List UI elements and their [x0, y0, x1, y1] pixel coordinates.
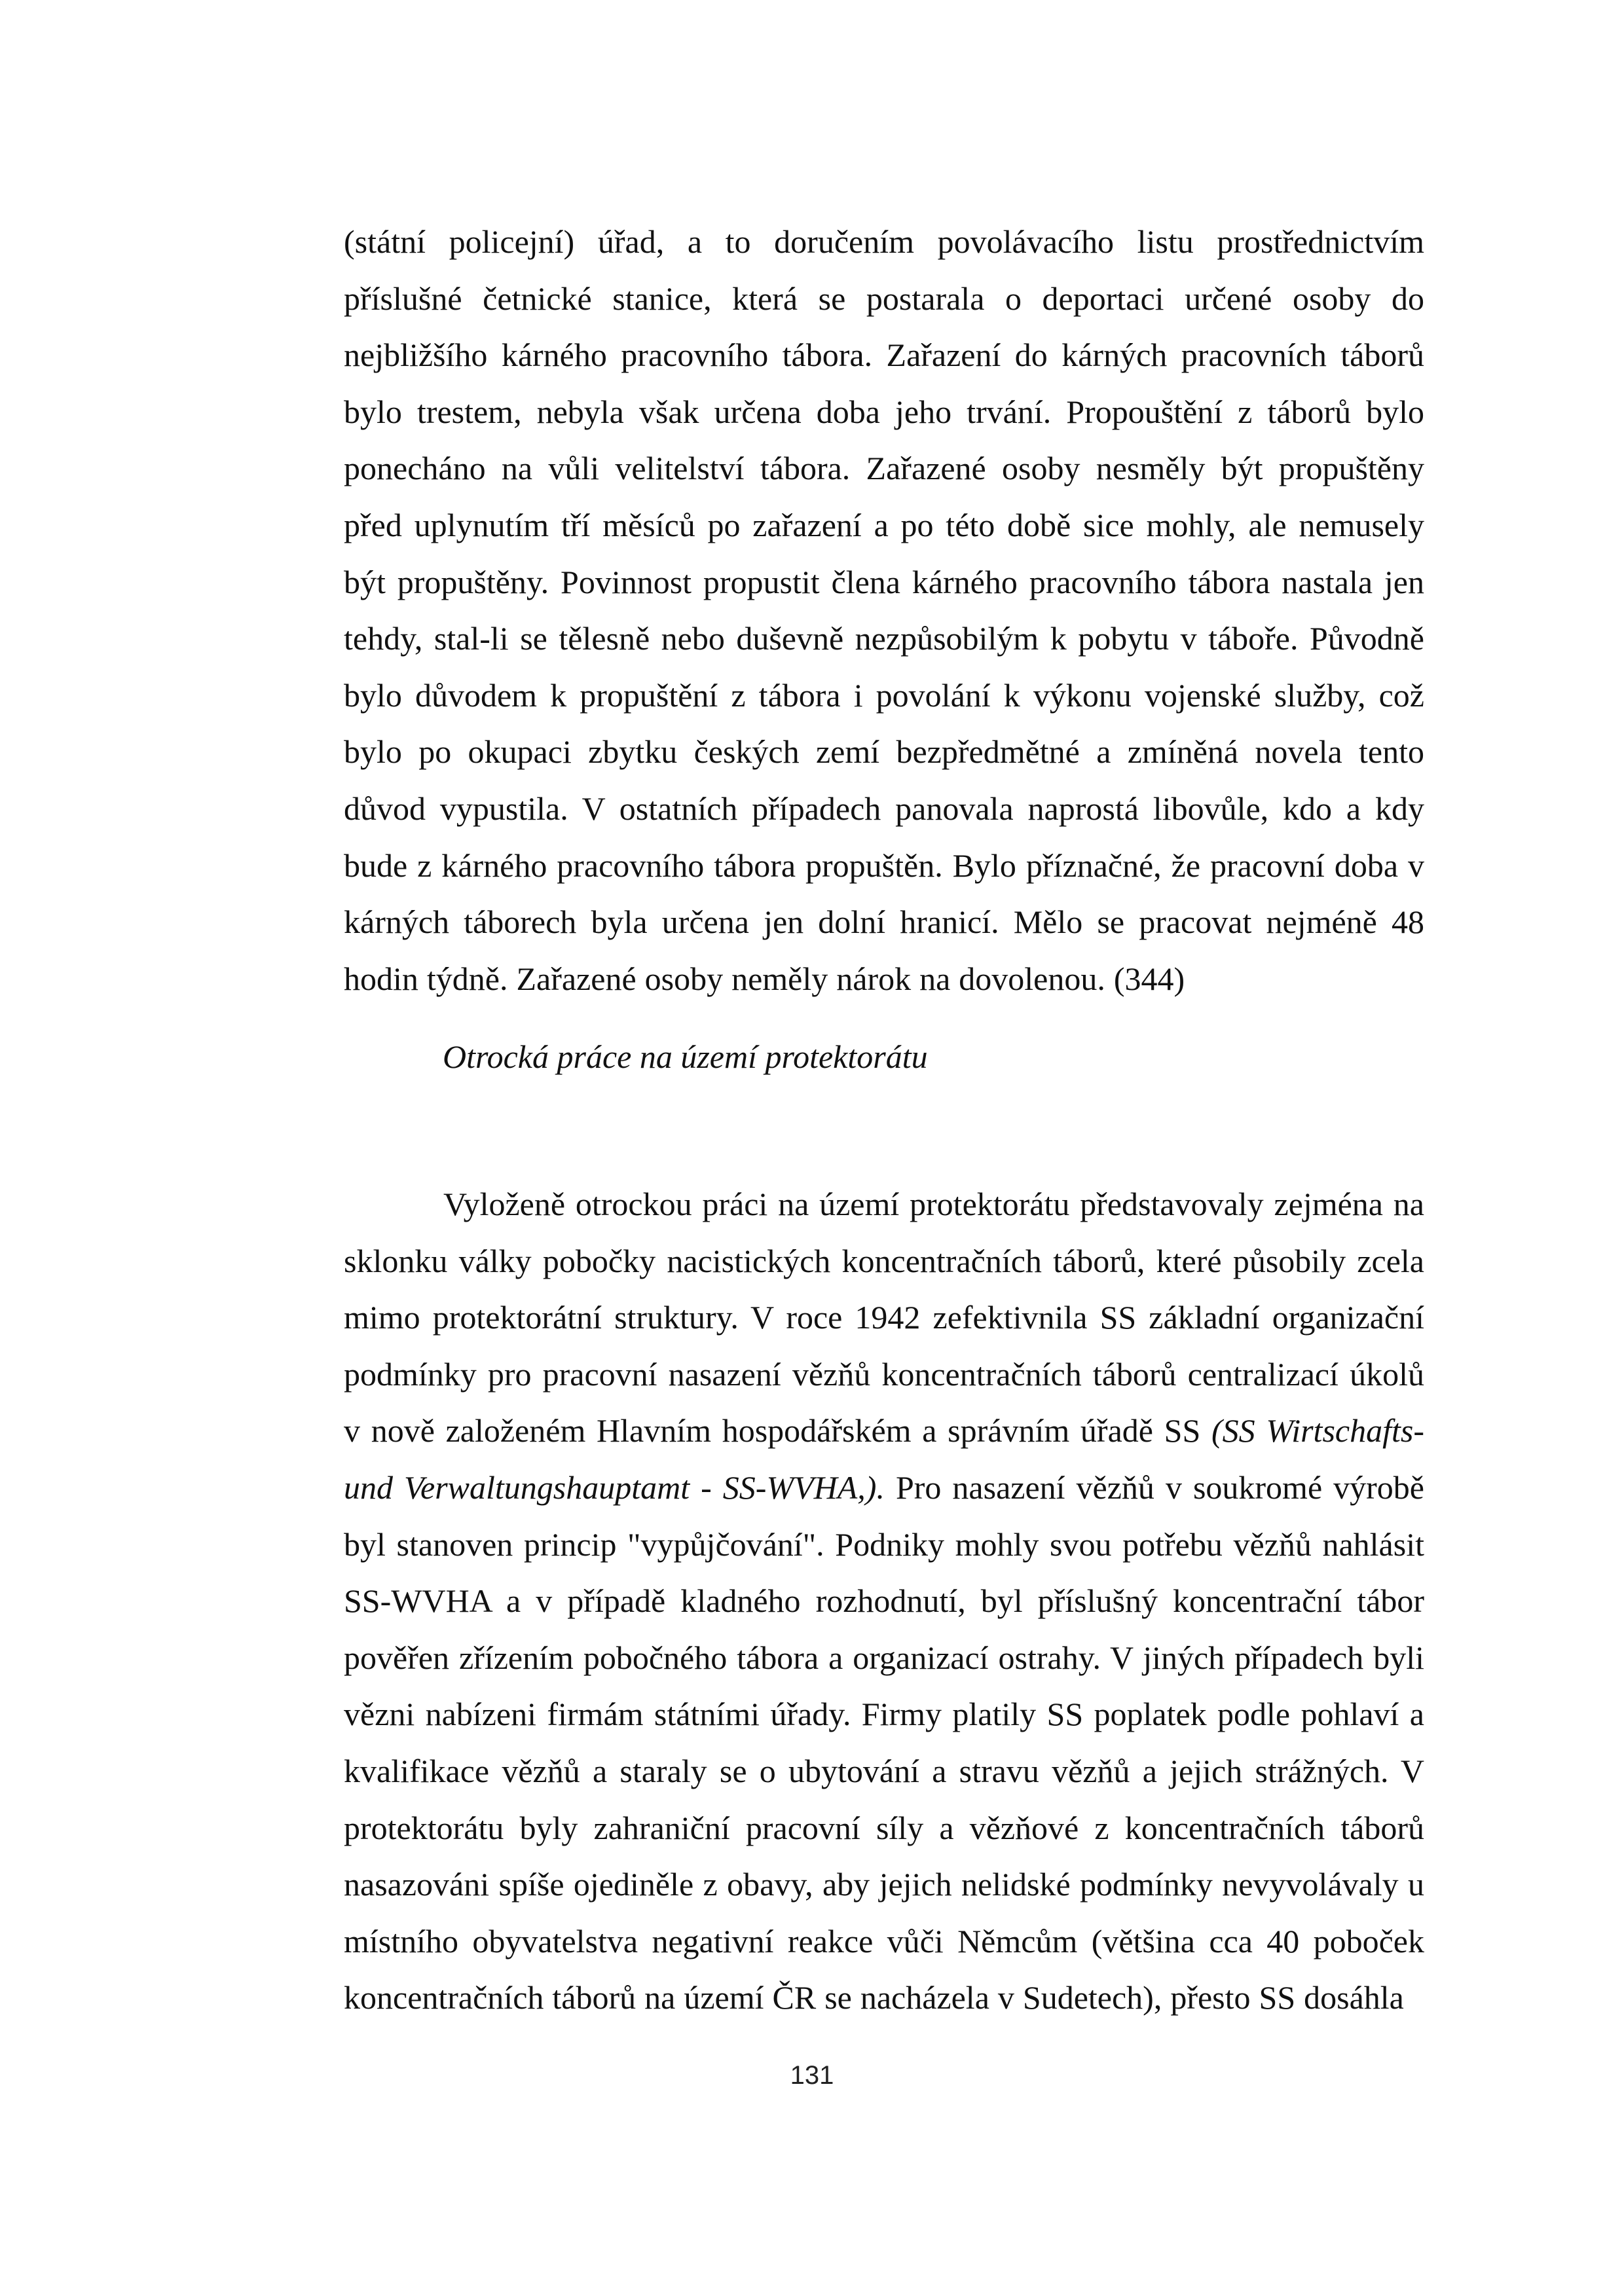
- body-paragraph-1: (státní policejní) úřad, a to doručením povolávacího listu prostřednictvím příslušné četnické stanice, která se postarala o deportaci určené osoby do nejbližšího kárného pracovního tábora. Zařazení do kárných pracovních táborů bylo trestem, nebyla však určena doba jeho trvání. Propouštění z táborů bylo ponecháno na vůli velitelství tábora. Zařazené osoby nesměly být propuštěny před uplynutím tří měsíců po zařazení a po této době sice mohly, ale nemusely být propuštěny. Povinnost propustit člena kárného pracovního tábora nastala jen tehdy, stal-li se tělesně nebo duševně nezpůsobilým k pobytu v táboře. Původně bylo důvodem k propuštění z tábora i povolání k výkonu vojenské služby, což bylo po okupaci zbytku českých zemí bezpředmětné a zmíněná novela tento důvod vypustila. V ostatních případech panovala naprostá libovůle, kdo a kdy bude z kárného pracovního tábora propuštěn. Bylo příznačné, že pracovní doba v kárných táborech byla určena jen dolní hranicí. Mělo se pracovat nejméně 48 hodin týdně. Zařazené osoby neměly nárok na dovolenou. (344): [344, 223, 1424, 997]
- body-paragraph-2: [344, 1176, 1424, 2026]
- page-number: 131: [790, 2061, 834, 2090]
- section-heading: Otrocká práce na území protektorátu: [443, 1038, 928, 1075]
- paragraph-2-text-end: Pro nasazení vězňů v soukromé výrobě byl stanoven princip "vypůjčování". Podniky mohly svou potřebu vězňů nahlásit SS-WVHA a v případě kladného rozhodnutí, byl příslušný koncentrační tábor pověřen zřízením pobočného tábora a organizací ostrahy. V jiných případech byli vězni nabízeni firmám státními úřady. Firmy platily SS poplatek podle pohlaví a kvalifikace vězňů a staraly se o ubytování a stravu vězňů a jejich strážných. V protektorátu byly zahraniční pracovní síly a vězňové z koncentračních táborů nasazováni spíše ojediněle z obavy, aby jejich nelidské podmínky nevyvolávaly u místního obyvatelstva negativní reakce vůči Němcům (většina cca 40 poboček koncentračních táborů na území ČR se nacházela v Sudetech), přesto SS dosáhla: [344, 1468, 1424, 2016]
- paragraph-2-text-start: Vyloženě otrockou práci na území protektorátu představovaly zejména na sklonku války pobočky nacistických koncentračních táborů, které působily zcela mimo protektorátní struktury. V roce 1942 zefektivnila SS základní organizační podmínky pro pracovní nasazení vězňů koncentračních táborů centralizací úkolů v nově založeném Hlavním hospodářském a správním úřadě SS: [344, 1186, 1424, 1449]
- paragraph-2-italic-term: (SS Wirtschafts-und Verwaltungshauptamt - SS-WVHA,).: [344, 1412, 1424, 1506]
